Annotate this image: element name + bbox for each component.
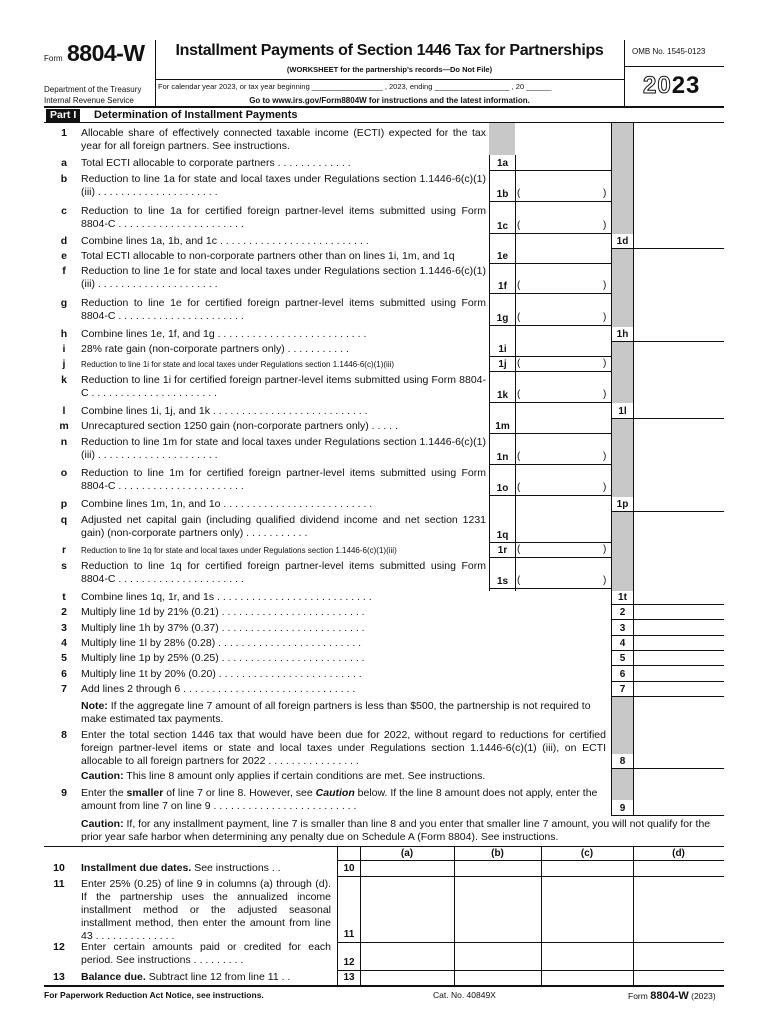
column-header: (a) [400, 848, 414, 859]
total-box-label[interactable]: 1l [618, 406, 627, 417]
total-box-label[interactable]: 3 [619, 623, 626, 634]
bottom-row-rule [337, 970, 724, 971]
line-9-text-b: smaller [126, 787, 164, 799]
department-label: Department of the Treasury Internal Revenue Service [44, 85, 142, 105]
line-number: g [60, 297, 68, 309]
bottom-line-detail: Subtract line 12 from line 11 . . [145, 971, 291, 983]
amount-box-label[interactable]: 1i [498, 344, 507, 355]
amount-box-label[interactable]: 1r [497, 545, 508, 556]
total-box-label[interactable]: 6 [619, 669, 626, 680]
calendar-year-line: For calendar year 2023, or tax year beginning _________________ , 2023, ending __________________ , 20 ______ [158, 82, 552, 91]
amount-rule [489, 557, 611, 558]
open-paren: ( [517, 312, 521, 323]
close-paren: ) [603, 482, 607, 493]
amount-rule [489, 325, 611, 326]
table-header-rule [337, 860, 724, 861]
bottom-line-detail: Enter certain amounts paid or credited for each period. See instructions . . . . . . . . . [81, 941, 331, 966]
line-9-text-a: Enter the [81, 787, 127, 799]
amount-rule [489, 356, 611, 357]
total-rule [611, 248, 724, 249]
amount-rule [489, 464, 611, 465]
amount-box-label[interactable]: 1c [496, 221, 509, 232]
amount-rule [489, 433, 611, 434]
table-col-line-1 [360, 846, 361, 986]
title-divider [155, 79, 624, 80]
line-number: b [60, 173, 68, 185]
line-number: m [59, 420, 69, 432]
instructions-url-line: Go to www.irs.gov/Form8804W for instructions and the latest information. [249, 96, 530, 105]
close-paren: ) [603, 389, 607, 400]
omb-number: OMB No. 1545-0123 [632, 47, 706, 56]
footer-form-year: (2023) [691, 991, 716, 1001]
bottom-line-detail: See instructions . . [191, 862, 281, 874]
shade-right-7 [611, 768, 633, 800]
caution-line-9 [81, 818, 711, 844]
line-text: Reduction to line 1e for state and local taxes under Regulations section 1.1446-6(c)(1)(iii) . . . . . . . . . . . . . . . . . . . . . [81, 265, 486, 290]
amount-box-label[interactable]: 1b [496, 189, 509, 200]
close-paren: ) [603, 544, 607, 555]
close-paren: ) [603, 358, 607, 369]
line-number: e [61, 250, 67, 262]
footer-form [628, 990, 716, 1002]
line-8-number: 8 [61, 729, 67, 741]
bottom-line-text [81, 941, 331, 967]
amount-box-label[interactable]: 1e [496, 251, 509, 262]
line-number: k [61, 374, 67, 386]
line-text: Combine lines 1e, 1f, and 1g . . . . . . . . . . . . . . . . . . . . . . . . . . [81, 328, 367, 340]
bottom-line-text [81, 862, 331, 875]
total-box-label[interactable]: 4 [619, 638, 626, 649]
part-title: Determination of Installment Payments [94, 109, 298, 121]
close-paren: ) [603, 575, 607, 586]
amount-rule [489, 201, 611, 202]
footer-form-prefix: Form [628, 991, 648, 1001]
shade-right-1 [611, 123, 633, 234]
footer-paperwork: For Paperwork Reduction Act Notice, see instructions. [44, 990, 264, 1000]
line-text: Reduction to line 1i for state and local taxes under Regulations section 1.1446-6(c)(1)(iii) [81, 360, 395, 369]
header-bottom-rule [44, 106, 724, 108]
line-text: Reduction to line 1a for state and local taxes under Regulations section 1.1446-6(c)(1)(iii) . . . . . . . . . . . . . . . . . . . . . [81, 173, 486, 198]
form-title: Installment Payments of Section 1446 Tax for Partnerships [175, 42, 604, 59]
total-box-label[interactable]: 1d [616, 236, 629, 247]
line-number: 3 [61, 622, 67, 634]
line-text: Allocable share of effectively connected taxable income (ECTI) expected for the tax year for all foreign partners. See instructions. [81, 127, 486, 152]
caution-line-8-text: This line 8 amount only applies if certain conditions are met. See instructions. [123, 770, 486, 782]
right-box-left [611, 123, 612, 816]
line-number: 7 [61, 683, 67, 695]
close-paren: ) [603, 280, 607, 291]
line-number: f [62, 265, 66, 277]
line-number: q [60, 514, 68, 526]
line-number: p [60, 498, 68, 510]
tax-year [643, 72, 700, 100]
bottom-row-rule [337, 942, 724, 943]
bottom-line-number: 13 [53, 971, 65, 983]
bottom-box-label[interactable]: 11 [343, 929, 355, 940]
line-number: n [60, 436, 68, 448]
line-number: s [61, 560, 67, 572]
shade-mid-1 [489, 123, 515, 155]
line-text: Reduction to line 1e for certified foreign partner-level items submitted using Form 8804-C . . . . . . . . . . . . . . . . . . . . . . [81, 297, 486, 322]
amount-box-label[interactable]: 1f [498, 281, 507, 292]
amount-rule [489, 495, 611, 496]
shade-right-2 [611, 248, 633, 327]
line-text: Combine lines 1m, 1n, and 1o . . . . . . . . . . . . . . . . . . . . . . . . . . [81, 498, 373, 510]
total-rule [611, 696, 724, 697]
line-number: r [61, 544, 67, 556]
line-number: 4 [61, 637, 67, 649]
line-text: Reduction to line 1m for certified foreign partner-level items submitted using Form 8804-C . . . . . . . . . . . . . . . . . . . . . . [81, 467, 486, 492]
line-number: 1 [61, 127, 67, 139]
bottom-box-label[interactable]: 10 [343, 863, 355, 874]
total-rule [611, 619, 724, 620]
footer-cat-number: Cat. No. 40849X [433, 990, 496, 1000]
bottom-line-bold: Installment due dates. [81, 862, 192, 874]
line-text: Total ECTI allocable to corporate partners . . . . . . . . . . . . . [81, 157, 351, 169]
shade-right-6 [611, 697, 633, 754]
shade-right-5 [611, 512, 633, 591]
open-paren: ( [517, 544, 521, 555]
line-text: Multiply line 1d by 21% (0.21) . . . . . . . . . . . . . . . . . . . . . . . . . [81, 606, 365, 618]
close-paren: ) [603, 220, 607, 231]
amount-rule [489, 233, 611, 234]
caution-line-8-bold: Caution: [81, 770, 124, 782]
total-rule [611, 665, 724, 666]
line-number: 6 [61, 668, 67, 680]
bottom-line-number: 11 [53, 878, 65, 890]
line-9-box[interactable]: 9 [619, 803, 626, 814]
form-subtitle: (WORKSHEET for the partnership’s records—Do Not File) [286, 65, 493, 74]
line-9-text-c: of line 7 or line 8. However, see [163, 787, 316, 799]
line-text: Multiply line 1l by 28% (0.28) . . . . . . . . . . . . . . . . . . . . . . . . . [81, 637, 362, 649]
total-box-label[interactable]: 1t [618, 592, 627, 603]
total-rule [611, 650, 724, 651]
open-paren: ( [517, 482, 521, 493]
amount-box-label[interactable]: 1s [496, 576, 509, 587]
form-prefix: Form [44, 54, 63, 63]
line-text: Multiply line 1p by 25% (0.25) . . . . . . . . . . . . . . . . . . . . . . . . . [81, 652, 365, 664]
column-header: (d) [672, 848, 685, 859]
total-rule [611, 418, 724, 419]
shade-right-3 [611, 341, 633, 403]
amount-box-label[interactable]: 1n [496, 452, 509, 463]
line-text: Unrecaptured section 1250 gain (non-corporate partners only) . . . . . [81, 420, 398, 432]
column-header: (c) [580, 848, 594, 859]
line-8-text: Enter the total section 1446 tax that would have been due for 2022, without regard to reductions for certified foreign partner-level items or state and local taxes under Regulations section 1.1446-6(c)(1) (iii), on ECTI allocable to all foreign partners for 2022 . . . . . . . . . . . . . . . . [81, 729, 606, 767]
line-text: Multiply line 1h by 37% (0.37) . . . . . . . . . . . . . . . . . . . . . . . . . [81, 622, 365, 634]
open-paren: ( [517, 188, 521, 199]
close-paren: ) [603, 312, 607, 323]
line-number: a [61, 157, 67, 169]
line-number: 5 [61, 652, 67, 664]
amount-box-label[interactable]: 1g [496, 313, 509, 324]
line-number: t [62, 591, 66, 603]
amount-rule [489, 542, 611, 543]
bottom-box-label[interactable]: 13 [343, 972, 355, 983]
total-rule [611, 681, 724, 682]
line-text: Reduction to line 1q for certified foreign partner-level items submitted using Form 8804-C . . . . . . . . . . . . . . . . . . . . . . [81, 560, 486, 585]
total-box-label[interactable]: 2 [619, 607, 626, 618]
total-rule [611, 341, 724, 342]
line-number: 2 [61, 606, 67, 618]
bottom-row-rule [337, 876, 724, 877]
total-box-label[interactable]: 5 [619, 653, 626, 664]
total-rule [611, 635, 724, 636]
amount-rule [489, 402, 611, 403]
note-line-7-bold: Note: [81, 700, 108, 712]
table-col-line-3 [541, 846, 542, 986]
line-9-rule [611, 815, 724, 816]
line-text: Reduction to line 1q for state and local taxes under Regulations section 1.1446-6(c)(1)(iii) [81, 546, 397, 555]
line-number: l [62, 405, 66, 417]
table-col-line-2 [454, 846, 455, 986]
line-text: Reduction to line 1a for certified foreign partner-level items submitted using Form 8804-C . . . . . . . . . . . . . . . . . . . . . . [81, 205, 486, 230]
column-header: (b) [491, 848, 504, 859]
footer-form-number: 8804-W [650, 990, 689, 1002]
total-box-label[interactable]: 7 [619, 684, 626, 695]
open-paren: ( [517, 451, 521, 462]
bottom-box-label[interactable]: 12 [343, 957, 355, 968]
total-box-label[interactable]: 1p [616, 499, 629, 510]
close-paren: ) [603, 188, 607, 199]
tax-year-prefix: 20 [643, 72, 672, 99]
omb-divider [624, 66, 724, 67]
open-paren: ( [517, 575, 521, 586]
open-paren: ( [517, 358, 521, 369]
right-box-right [633, 123, 634, 816]
note-line-7-text: If the aggregate line 7 amount of all foreign partners is less than $500, the partnership is not required to make estimated tax payments. [81, 700, 591, 725]
line-text: Combine lines 1i, 1j, and 1k . . . . . . . . . . . . . . . . . . . . . . . . . . . [81, 405, 368, 417]
note-line-7 [81, 700, 601, 726]
caution-line-9-bold: Caution: [81, 818, 124, 830]
open-paren: ( [517, 389, 521, 400]
caution-line-9-text: If, for any installment payment, line 7 is smaller than line 8 and you enter that smaller line 7 amount, you will not qualify for the prior year safe harbor when determining any penalty due on Schedule A (Form 8804). See instructions. [81, 818, 711, 843]
line-text: Add lines 2 through 6 . . . . . . . . . . . . . . . . . . . . . . . . . . . . . . [81, 683, 356, 695]
line-number: h [60, 328, 68, 340]
amount-rule [489, 293, 611, 294]
bottom-line-number: 12 [53, 941, 65, 953]
shade-right-4 [611, 418, 633, 497]
line-text: Reduction to line 1m for state and local taxes under Regulations section 1.1446-6(c)(1)(iii) . . . . . . . . . . . . . . . . . . . . . [81, 436, 486, 461]
line-number: c [61, 205, 67, 217]
amount-rule [489, 263, 611, 264]
part-label: Part I [46, 109, 80, 122]
line-text: Combine lines 1a, 1b, and 1c . . . . . . . . . . . . . . . . . . . . . . . . . . [81, 235, 369, 247]
line-9-text-d: Caution [315, 787, 355, 799]
form-number: 8804-W [67, 40, 145, 66]
line-number: o [60, 467, 68, 479]
line-text: 28% rate gain (non-corporate partners only) . . . . . . . . . . . [81, 343, 349, 355]
bottom-line-number: 10 [53, 862, 65, 874]
line-text: Combine lines 1q, 1r, and 1s . . . . . . . . . . . . . . . . . . . . . . . . . . . [81, 591, 372, 603]
bottom-line-detail: Enter 25% (0.25) of line 9 in columns (a) through (d). If the partnership uses the annualized income installment method or the adjusted seasonal installment method, then enter the amount from line 43 . . . . . . . . . . . . . . [81, 878, 331, 942]
total-rule [611, 604, 724, 605]
line-text: Multiply line 1t by 20% (0.20) . . . . . . . . . . . . . . . . . . . . . . . . . [81, 668, 362, 680]
line-9-number: 9 [61, 787, 67, 799]
total-box-label[interactable]: 1h [616, 329, 629, 340]
tax-year-suffix: 23 [671, 72, 701, 99]
total-rule [611, 511, 724, 512]
line-8-box[interactable]: 8 [619, 756, 626, 767]
open-paren: ( [517, 280, 521, 291]
amount-rule [489, 588, 611, 589]
amount-rule [489, 371, 611, 372]
line-8-rule [611, 768, 724, 769]
line-9-text-e: below. If the line 8 amount does not apply, enter the amount from line 7 on line 9 . . . . . . . . . . . . . . . . . . . . . . . . . [81, 787, 598, 812]
line-9-text [81, 787, 606, 813]
bottom-line-text [81, 971, 331, 984]
header-divider-left [155, 40, 156, 106]
mid-box-right [515, 155, 516, 591]
caution-line-8 [81, 770, 485, 783]
amount-box-label[interactable]: 1o [496, 483, 509, 494]
amount-rule [489, 170, 611, 171]
table-col-line-4 [633, 846, 634, 986]
line-number: d [60, 235, 68, 247]
line-text: Reduction to line 1i for certified foreign partner-level items submitted using Form 8804-C . . . . . . . . . . . . . . . . . . . . . . [81, 374, 486, 399]
amount-box-label[interactable]: 1q [496, 530, 509, 541]
line-number: i [62, 343, 66, 355]
header-divider-right [624, 40, 625, 106]
amount-box-label[interactable]: 1j [498, 359, 507, 370]
close-paren: ) [603, 451, 607, 462]
line-number: j [62, 358, 66, 370]
open-paren: ( [517, 220, 521, 231]
bottom-rule [44, 985, 724, 987]
bottom-line-bold: Balance due. [81, 971, 146, 983]
bottom-line-text [81, 878, 331, 943]
line-text: Adjusted net capital gain (including qualified dividend income and net section 1231 gain) (non-corporate partners only) . . . . . . . . . . . [81, 514, 486, 539]
line-text: Total ECTI allocable to non-corporate partners other than on lines 1i, 1m, and 1q [81, 250, 455, 262]
amount-box-label[interactable]: 1m [495, 421, 510, 432]
amount-box-label[interactable]: 1k [496, 390, 509, 401]
amount-box-label[interactable]: 1a [496, 158, 509, 169]
